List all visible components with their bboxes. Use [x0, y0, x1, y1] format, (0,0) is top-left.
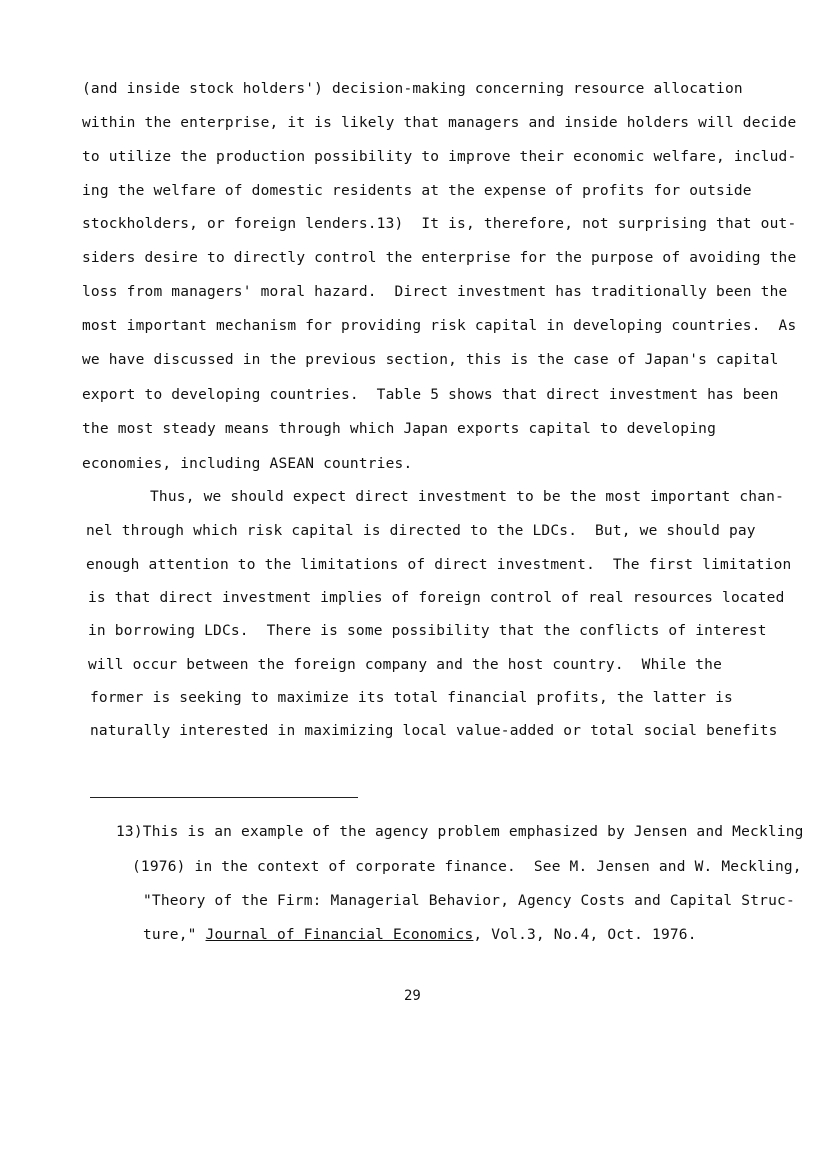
text-line: will occur between the foreign company and the host country. While the: [88, 657, 723, 673]
text-line: in borrowing LDCs. There is some possibility that the conflicts of interest: [88, 623, 767, 639]
text-line: enough attention to the limitations of direct investment. The first limitation: [86, 557, 792, 573]
text-line: stockholders, or foreign lenders.13) It is, therefore, not surprising that out-: [82, 216, 797, 232]
text-line: naturally interested in maximizing local value-added or total social benefits: [90, 723, 778, 739]
footnote-line: "Theory of the Firm: Managerial Behavior, Agency Costs and Capital Struc-: [143, 893, 795, 909]
text-line: export to developing countries. Table 5 shows that direct investment has been: [82, 387, 779, 403]
text-line: is that direct investment implies of foreign control of real resources located: [88, 590, 785, 606]
text-line: ing the welfare of domestic residents at the expense of profits for outside: [82, 183, 752, 199]
text-line: loss from managers' moral hazard. Direct investment has traditionally been the: [82, 284, 788, 300]
text-line: siders desire to directly control the enterprise for the purpose of avoiding the: [82, 250, 797, 266]
text-line: Thus, we should expect direct investment to be the most important chan-: [150, 489, 785, 505]
text-line: to utilize the production possibility to improve their economic welfare, includ-: [82, 149, 797, 165]
text-line: nel through which risk capital is directed to the LDCs. But, we should pay: [86, 523, 756, 539]
text-line: the most steady means through which Japan exports capital to developing: [82, 421, 717, 437]
footnote-line: 13)This is an example of the agency problem emphasized by Jensen and Meckling: [116, 824, 804, 840]
text-line: economies, including ASEAN countries.: [82, 456, 413, 472]
footnote-text: ture,": [143, 927, 206, 943]
footnote-line: (1976) in the context of corporate finance. See M. Jensen and W. Meckling,: [132, 859, 802, 875]
footnote-line-4: [143, 926, 697, 944]
text-line: (and inside stock holders') decision-making concerning resource allocation: [82, 81, 743, 97]
footnote-rule: [90, 797, 358, 798]
footnote-text: , Vol.3, No.4, Oct. 1976.: [473, 927, 697, 943]
text-line: most important mechanism for providing risk capital in developing countries. As: [82, 318, 797, 334]
journal-title: Journal of Financial Economics: [205, 927, 474, 943]
text-line: within the enterprise, it is likely that managers and inside holders will decide: [82, 115, 797, 131]
text-line: former is seeking to maximize its total financial profits, the latter is: [90, 690, 733, 706]
text-line: we have discussed in the previous section, this is the case of Japan's capital: [82, 352, 779, 368]
page-number: 29: [404, 988, 421, 1004]
